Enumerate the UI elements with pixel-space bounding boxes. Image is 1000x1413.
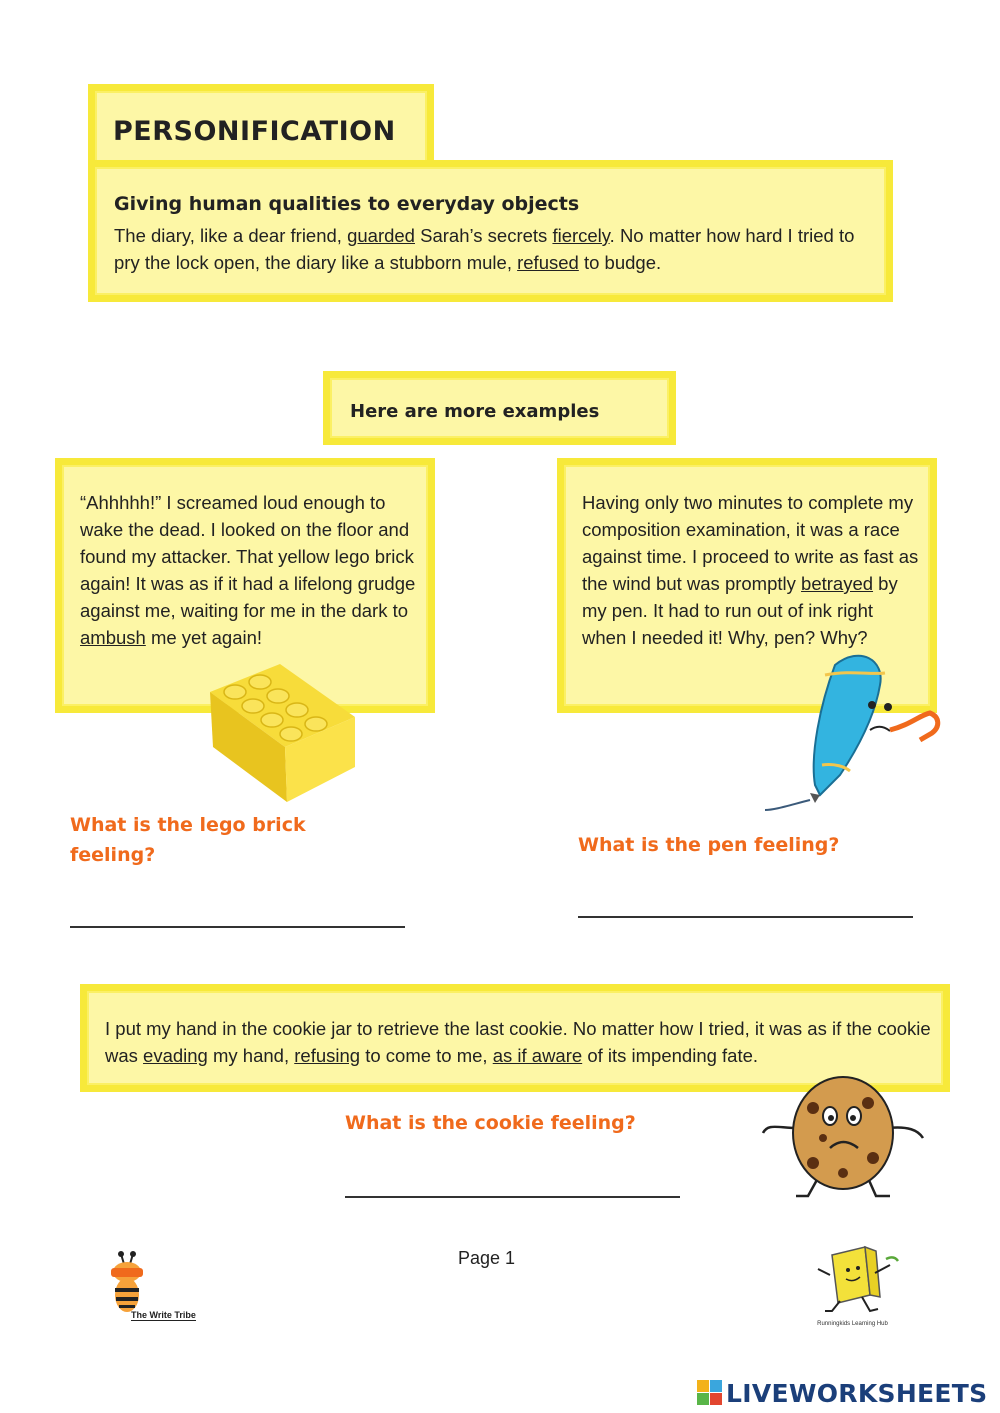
definition-box [88,160,893,302]
underlined-word: betrayed [801,573,874,594]
underlined-word: refused [517,252,579,273]
cookie-text: my hand, [207,1045,295,1066]
pen-text: Having only two minutes to complete my composition examination, it was a race against time. I proceed to write as fast as the wind but was promptly [582,492,919,594]
write-tribe-logo [95,1250,210,1328]
underlined-word: ambush [80,627,146,648]
underlined-word: refusing [294,1045,361,1066]
pen-character-image [760,645,950,815]
lego-example-text [80,489,420,651]
more-examples-box [323,371,676,445]
example-text: to budge. [578,252,662,273]
lego-answer-line[interactable] [70,926,405,928]
lego-text: “Ahhhhh!” I screamed loud enough to wake the dead. I looked on the floor and found my attacker. That yellow lego brick again! It was as if it had a lifelong grudge against me, waiting for me in the dark to [80,492,416,621]
liveworksheets-watermark [697,1378,987,1408]
page-number: Page 1 [458,1248,516,1268]
example-text: The diary, like a dear friend, [114,225,348,246]
underlined-word: guarded [347,225,415,246]
lego-brick-image [205,662,360,807]
more-examples-label: Here are more examples [350,401,600,422]
write-tribe-logo-text: The Write Tribe [131,1310,196,1320]
cookie-question: What is the cookie feeling? [345,1112,636,1134]
lego-text-end: me yet again! [145,627,263,648]
cookie-answer-line[interactable] [345,1196,680,1198]
underlined-word: as if aware [492,1045,583,1066]
learning-hub-logo [805,1245,900,1345]
page-title: PERSONIFICATION [113,116,396,147]
pen-question: What is the pen feeling? [578,834,840,856]
learning-hub-logo-text: Runningkids Learning Hub [817,1321,888,1327]
example-text: Sarah’s secrets [414,225,553,246]
pen-text-end: by my pen. It had to run out of ink right when I needed it! Why, pen? Why? [582,573,898,648]
cookie-example-text [105,1015,935,1069]
running-book-icon [810,1245,900,1317]
liveworksheets-text: LIVEWORKSHEETS [726,1378,988,1408]
cookie-text: I put my hand in the cookie jar to retrieve the last cookie. No matter how I tried, it was as if the cookie was [105,1018,931,1066]
example-text: . No matter how hard I tried to pry the lock open, the diary like a stubborn mule, [114,225,855,273]
lego-question: What is the lego brick feeling? [70,814,306,866]
definition-heading: Giving human qualities to everyday objects [114,193,580,215]
pen-example-text [582,489,922,651]
underlined-word: evading [143,1045,208,1066]
cookie-text: of its impending fate. [582,1045,759,1066]
liveworksheets-logo-icon [697,1380,723,1406]
cookie-text: to come to me, [360,1045,493,1066]
pen-answer-line[interactable] [578,916,913,918]
cookie-character-image [758,1068,928,1203]
bee-icon [99,1250,159,1312]
underlined-word: fiercely [552,225,610,246]
definition-example [114,222,874,276]
